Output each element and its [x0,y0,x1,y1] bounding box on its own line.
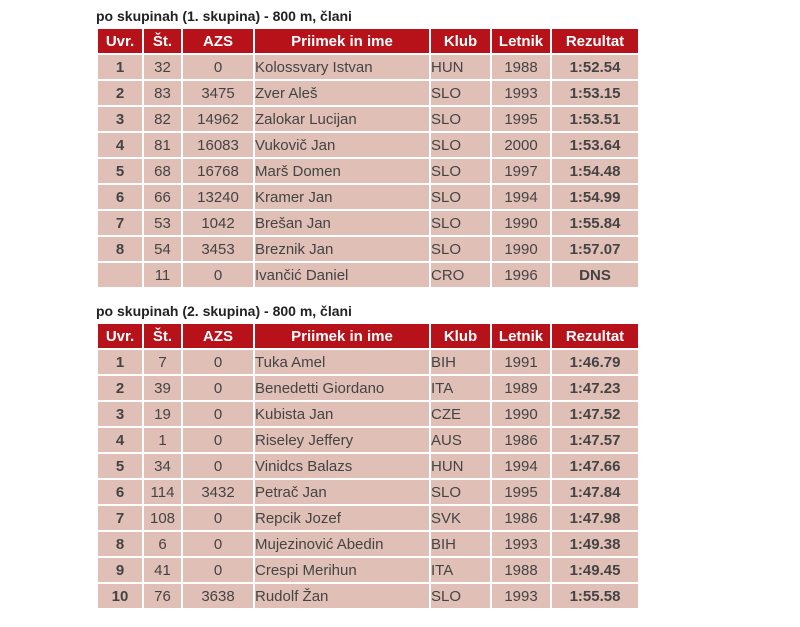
azs-cell: 3432 [183,480,253,504]
azs-cell: 3475 [183,81,253,105]
number-cell: 108 [144,506,181,530]
azs-cell: 13240 [183,185,253,209]
azs-cell: 0 [183,402,253,426]
rank-cell: 9 [98,558,142,582]
col-header-club: Klub [431,29,490,53]
azs-cell: 3638 [183,584,253,608]
result-cell: 1:53.51 [552,107,638,131]
table-row [98,480,638,504]
year-cell: 1990 [492,237,550,261]
rank-cell: 2 [98,376,142,400]
name-cell: Mujezinović Abedin [255,532,429,556]
rank-cell: 2 [98,81,142,105]
rank-cell: 10 [98,584,142,608]
club-cell: SLO [431,584,490,608]
year-cell: 1993 [492,532,550,556]
col-header-result: Rezultat [552,324,638,348]
club-cell: BIH [431,532,490,556]
table-header-row [98,324,638,348]
rank-cell: 8 [98,532,142,556]
year-cell: 1993 [492,584,550,608]
col-header-name: Priimek in ime [255,324,429,348]
col-header-rank: Uvr. [98,324,142,348]
number-cell: 6 [144,532,181,556]
col-header-number: Št. [144,29,181,53]
azs-cell: 0 [183,263,253,287]
year-cell: 1997 [492,159,550,183]
result-cell: 1:46.79 [552,350,638,374]
name-cell: Breznik Jan [255,237,429,261]
number-cell: 54 [144,237,181,261]
table-row [98,558,638,582]
table-row [98,107,638,131]
number-cell: 53 [144,211,181,235]
number-cell: 39 [144,376,181,400]
col-header-azs: AZS [183,324,253,348]
rank-cell: 1 [98,55,142,79]
club-cell: CRO [431,263,490,287]
azs-cell: 0 [183,428,253,452]
result-cell: DNS [552,263,638,287]
result-cell: 1:53.64 [552,133,638,157]
rank-cell: 3 [98,402,142,426]
number-cell: 68 [144,159,181,183]
name-cell: Benedetti Giordano [255,376,429,400]
year-cell: 1986 [492,506,550,530]
club-cell: SLO [431,107,490,131]
result-cell: 1:52.54 [552,55,638,79]
table-row [98,263,638,287]
number-cell: 114 [144,480,181,504]
col-header-azs: AZS [183,29,253,53]
number-cell: 11 [144,263,181,287]
name-cell: Kubista Jan [255,402,429,426]
year-cell: 1993 [492,81,550,105]
result-cell: 1:57.07 [552,237,638,261]
club-cell: HUN [431,55,490,79]
azs-cell: 0 [183,376,253,400]
col-header-rank: Uvr. [98,29,142,53]
club-cell: HUN [431,454,490,478]
year-cell: 1996 [492,263,550,287]
year-cell: 1995 [492,480,550,504]
name-cell: Marš Domen [255,159,429,183]
year-cell: 1994 [492,185,550,209]
year-cell: 2000 [492,133,550,157]
azs-cell: 16768 [183,159,253,183]
col-header-number: Št. [144,324,181,348]
year-cell: 1994 [492,454,550,478]
table-row [98,506,638,530]
table-row [98,428,638,452]
table-row [98,185,638,209]
rank-cell: 3 [98,107,142,131]
rank-cell: 7 [98,211,142,235]
result-cell: 1:54.99 [552,185,638,209]
name-cell: Rudolf Žan [255,584,429,608]
rank-cell [98,263,142,287]
result-cell: 1:55.58 [552,584,638,608]
club-cell: BIH [431,350,490,374]
table-row [98,584,638,608]
rank-cell: 1 [98,350,142,374]
club-cell: SLO [431,480,490,504]
table-row [98,159,638,183]
number-cell: 82 [144,107,181,131]
number-cell: 32 [144,55,181,79]
group-2-title: po skupinah (2. skupina) - 800 m, člani [96,303,352,319]
rank-cell: 7 [98,506,142,530]
number-cell: 41 [144,558,181,582]
rank-cell: 6 [98,185,142,209]
club-cell: ITA [431,558,490,582]
result-cell: 1:55.84 [552,211,638,235]
table-row [98,402,638,426]
rank-cell: 5 [98,159,142,183]
rank-cell: 5 [98,454,142,478]
azs-cell: 3453 [183,237,253,261]
rank-cell: 4 [98,133,142,157]
name-cell: Riseley Jeffery [255,428,429,452]
number-cell: 7 [144,350,181,374]
name-cell: Repcik Jozef [255,506,429,530]
number-cell: 34 [144,454,181,478]
table-body [98,55,638,287]
table-header-row [98,29,638,53]
year-cell: 1990 [492,211,550,235]
azs-cell: 0 [183,558,253,582]
table-row [98,211,638,235]
rank-cell: 8 [98,237,142,261]
year-cell: 1991 [492,350,550,374]
table-body [98,350,638,608]
table-row [98,55,638,79]
year-cell: 1988 [492,558,550,582]
name-cell: Kolossvary Istvan [255,55,429,79]
number-cell: 76 [144,584,181,608]
results-table-group-2 [96,322,640,610]
result-cell: 1:47.52 [552,402,638,426]
result-cell: 1:53.15 [552,81,638,105]
club-cell: SLO [431,211,490,235]
azs-cell: 0 [183,454,253,478]
col-header-club: Klub [431,324,490,348]
table-row [98,454,638,478]
club-cell: SLO [431,185,490,209]
rank-cell: 6 [98,480,142,504]
group-1-title: po skupinah (1. skupina) - 800 m, člani [96,8,352,24]
table-row [98,376,638,400]
table-row [98,350,638,374]
year-cell: 1986 [492,428,550,452]
col-header-result: Rezultat [552,29,638,53]
name-cell: Petrač Jan [255,480,429,504]
number-cell: 83 [144,81,181,105]
rank-cell: 4 [98,428,142,452]
club-cell: SLO [431,133,490,157]
result-cell: 1:49.38 [552,532,638,556]
number-cell: 1 [144,428,181,452]
result-cell: 1:54.48 [552,159,638,183]
year-cell: 1989 [492,376,550,400]
result-cell: 1:47.98 [552,506,638,530]
azs-cell: 1042 [183,211,253,235]
table-row [98,532,638,556]
name-cell: Brešan Jan [255,211,429,235]
result-cell: 1:47.84 [552,480,638,504]
number-cell: 19 [144,402,181,426]
azs-cell: 16083 [183,133,253,157]
azs-cell: 0 [183,350,253,374]
azs-cell: 0 [183,55,253,79]
number-cell: 66 [144,185,181,209]
name-cell: Ivančić Daniel [255,263,429,287]
club-cell: CZE [431,402,490,426]
year-cell: 1988 [492,55,550,79]
club-cell: AUS [431,428,490,452]
table-row [98,237,638,261]
results-table-group-1 [96,27,640,289]
club-cell: SLO [431,81,490,105]
name-cell: Tuka Amel [255,350,429,374]
col-header-name: Priimek in ime [255,29,429,53]
name-cell: Kramer Jan [255,185,429,209]
result-cell: 1:47.23 [552,376,638,400]
name-cell: Crespi Merihun [255,558,429,582]
col-header-year: Letnik [492,29,550,53]
name-cell: Vinidcs Balazs [255,454,429,478]
result-cell: 1:49.45 [552,558,638,582]
name-cell: Zver Aleš [255,81,429,105]
col-header-year: Letnik [492,324,550,348]
table-row [98,133,638,157]
year-cell: 1990 [492,402,550,426]
azs-cell: 0 [183,506,253,530]
table-row [98,81,638,105]
club-cell: SVK [431,506,490,530]
azs-cell: 0 [183,532,253,556]
number-cell: 81 [144,133,181,157]
name-cell: Zalokar Lucijan [255,107,429,131]
result-cell: 1:47.57 [552,428,638,452]
result-cell: 1:47.66 [552,454,638,478]
club-cell: ITA [431,376,490,400]
year-cell: 1995 [492,107,550,131]
azs-cell: 14962 [183,107,253,131]
name-cell: Vukovič Jan [255,133,429,157]
club-cell: SLO [431,159,490,183]
club-cell: SLO [431,237,490,261]
